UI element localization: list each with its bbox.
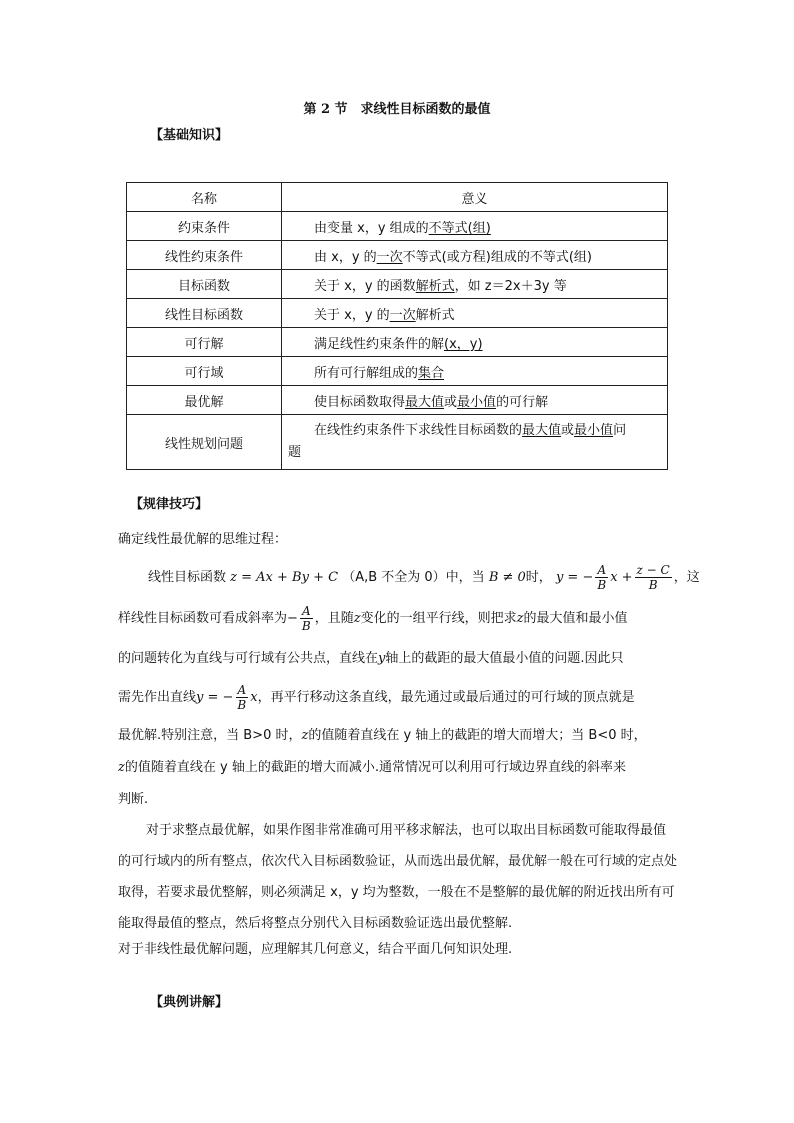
meaning-key: (x，y) — [444, 336, 483, 352]
fraction-zc-b: $\frac{z - C}{B}$ — [636, 563, 670, 592]
var-z: z — [118, 760, 125, 775]
row-name: 目标函数 — [127, 270, 282, 299]
p1-line2 — [118, 604, 628, 633]
row-name: 可行解 — [127, 328, 282, 357]
meaning-key: 集合 — [418, 365, 445, 381]
var-y: y — [378, 651, 386, 666]
rules-heading: 【规律技巧】 — [130, 497, 209, 512]
row-meaning — [282, 299, 668, 328]
meaning-text: 题 — [288, 445, 302, 460]
p1-line7: 判断. — [118, 792, 149, 807]
p1-text: 样线性目标函数可看成斜率为 — [118, 611, 288, 626]
meaning-text: 解析式 — [415, 307, 455, 323]
meaning-text: 或 — [561, 423, 575, 438]
p1-text: 线性目标函数 — [148, 570, 227, 585]
formula-y: y = − — [196, 690, 234, 705]
meaning-text: 的可行解 — [496, 394, 549, 410]
var-x: x — [250, 690, 258, 705]
p1-text: 的最大值和最小值 — [523, 611, 628, 626]
p2-paragraph: 对于求整点最优解，如果作图非常准确可用平移求解法，也可以取出目标函数可能取得最值的可行域内的所有整点，依次代入目标函数验证，从而选出最优解，最优解一般在可行域的定点处取得，若要求最优整解，则必须满足 x，y 均为整数，一般在不是整解的最优解的附近找出所有可能取得最值的整点，然后将整点分别代入目标函数验证选出最优整解. — [118, 823, 678, 931]
meaning-key: 不等式(组) — [428, 220, 491, 236]
meaning-key: 一次 — [389, 307, 416, 323]
row-name: 可行域 — [127, 357, 282, 386]
p1-text: 最优解.特别注意，当 B>0 时， — [118, 728, 302, 743]
table-row — [127, 357, 668, 386]
table-row — [127, 415, 668, 470]
p1-text: 的值随着直线在 y 轴上的截距的增大而减小.通常情况可以利用可行域边界直线的斜率来 — [124, 760, 626, 775]
p1-text: ，这 — [673, 570, 700, 585]
header-meaning: 意义 — [282, 183, 668, 212]
p1-text: 的问题转化为直线与可行域有公共点，直线在 — [118, 651, 379, 666]
table-row — [127, 299, 668, 328]
row-meaning — [282, 270, 668, 299]
p1-text: 变化的一组平行线，则把求 — [360, 611, 517, 626]
p1-line4 — [118, 683, 635, 712]
p1-text: （A,B 不全为 0）中，当 — [342, 570, 485, 585]
var-z: z — [516, 611, 524, 626]
p1-text: ，且随 — [314, 611, 354, 626]
examples-heading: 【典例讲解】 — [150, 995, 229, 1010]
row-name: 约束条件 — [127, 212, 282, 241]
formula-x: x + — [610, 570, 633, 585]
meaning-text: 关于 x，y 的函数 — [314, 278, 416, 294]
p1-text: 时， — [525, 570, 552, 585]
p1-line5 — [118, 724, 647, 743]
row-name: 最优解 — [127, 386, 282, 415]
p1-line3 — [118, 647, 624, 666]
formula-neg: − — [287, 611, 298, 626]
row-meaning — [282, 386, 668, 415]
meaning-text: 不等式(或方程)组成的不等式(组) — [402, 249, 592, 265]
table-row — [127, 270, 668, 299]
row-name: 线性目标函数 — [127, 299, 282, 328]
meaning-text: ，如 z＝2x＋3y 等 — [454, 278, 567, 294]
formula-cond: B ≠ 0 — [488, 570, 526, 585]
meaning-text: 关于 x，y 的 — [314, 307, 390, 323]
p1-text: 需先作出直线 — [118, 690, 197, 705]
header-name: 名称 — [127, 183, 282, 212]
meaning-key: 一次 — [376, 249, 403, 265]
meaning-text: 由变量 x，y 组成的 — [314, 220, 429, 236]
meaning-text: 问 — [613, 423, 627, 438]
meaning-text: 使目标函数取得 — [314, 394, 406, 410]
basic-knowledge-heading: 【基础知识】 — [150, 128, 229, 143]
page-title: 第 2 节 求线性目标函数的最值 — [303, 102, 491, 117]
p3-paragraph: 对于非线性最优解问题，应理解其几何意义，结合平面几何知识处理. — [118, 942, 513, 957]
fraction-a-b: $\frac{A}{B}$ — [237, 683, 247, 712]
formula-z: z = Ax + By + C — [230, 570, 339, 585]
intro-text: 确定线性最优解的思维过程： — [118, 532, 288, 547]
p1-text: 轴上的截距的最大值最小值的问题.因此只 — [385, 651, 624, 666]
meaning-text: 满足线性约束条件的解 — [314, 336, 445, 352]
meaning-key: 最小值 — [574, 423, 614, 438]
p1-text: ，再平行移动这条直线，最先通过或最后通过的可行域的顶点就是 — [257, 690, 635, 705]
row-meaning — [282, 212, 668, 241]
table-row — [127, 241, 668, 270]
row-name: 线性约束条件 — [127, 241, 282, 270]
table-row — [127, 386, 668, 415]
p1-line1 — [148, 563, 700, 592]
row-meaning — [282, 357, 668, 386]
meaning-key: 最大值 — [405, 394, 445, 410]
var-z: z — [353, 611, 361, 626]
knowledge-table — [126, 182, 668, 470]
row-name: 线性规划问题 — [127, 415, 282, 470]
meaning-key: 解析式 — [415, 278, 455, 294]
formula-y: y = − — [555, 570, 594, 585]
table-header-row — [127, 183, 668, 212]
fraction-a-b: $\frac{A}{B}$ — [301, 604, 311, 633]
meaning-text: 或 — [444, 394, 458, 410]
row-meaning — [282, 328, 668, 357]
meaning-text: 所有可行解组成的 — [314, 365, 419, 381]
row-meaning — [282, 415, 668, 470]
table-row — [127, 328, 668, 357]
meaning-key: 最小值 — [457, 394, 497, 410]
row-meaning — [282, 241, 668, 270]
var-z: z — [301, 728, 309, 743]
fraction-a-b: $\frac{A}{B}$ — [597, 563, 607, 592]
meaning-key: 最大值 — [522, 423, 562, 438]
table-row — [127, 212, 668, 241]
meaning-text: 在线性约束条件下求线性目标函数的 — [314, 423, 523, 438]
meaning-text: 由 x，y 的 — [314, 249, 377, 265]
p1-line6 — [118, 756, 626, 775]
p1-text: 的值随着直线在 y 轴上的截距的增大而增大；当 B<0 时， — [308, 728, 647, 743]
